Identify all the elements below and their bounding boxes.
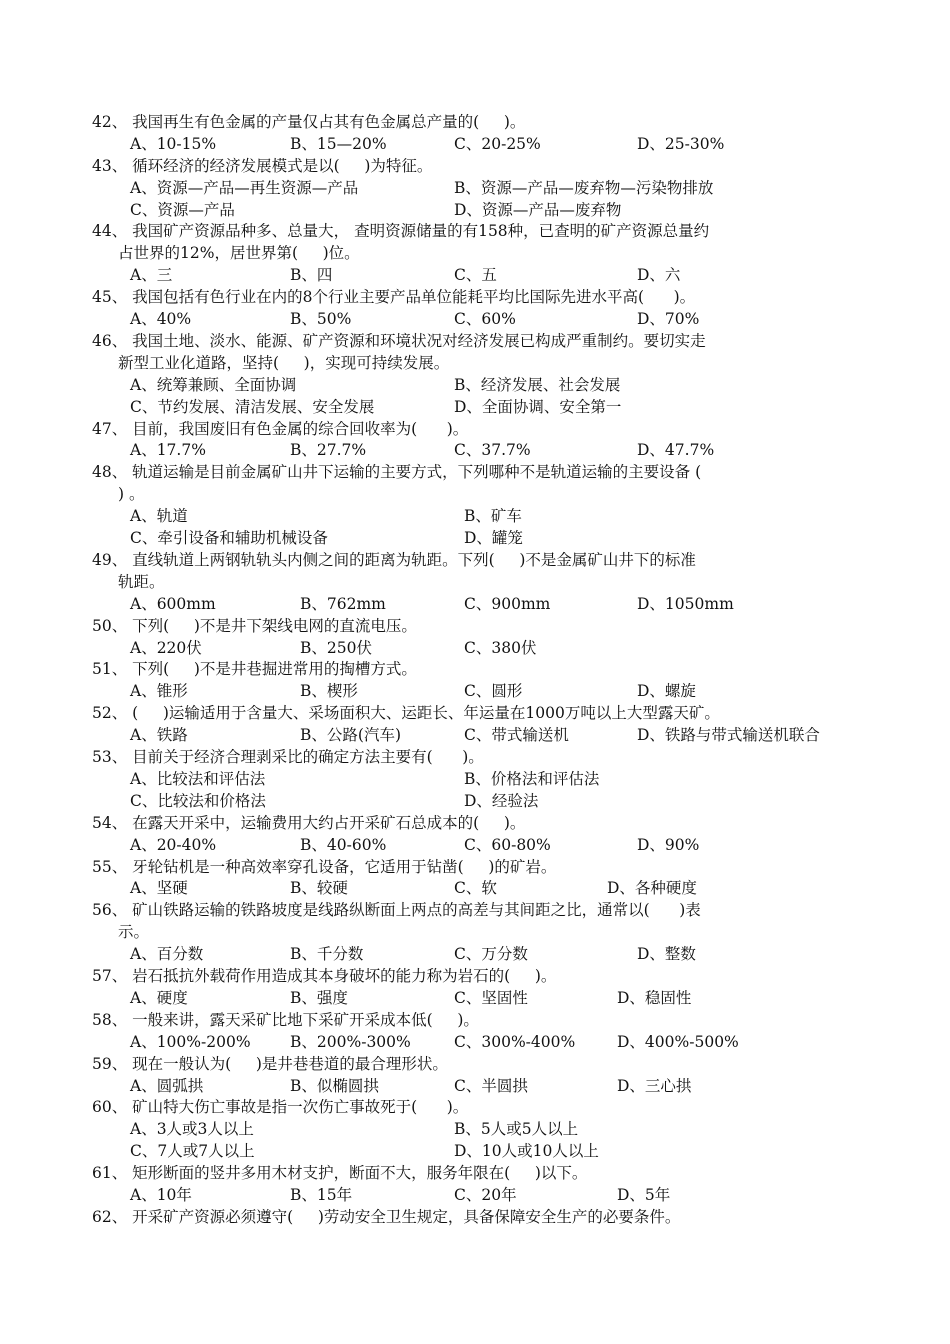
question [92,221,882,287]
answer-option: D、400%-500% [617,1032,739,1051]
question [92,331,882,419]
option-row [92,309,882,331]
answer-option: A、圆弧拱 [130,1076,204,1095]
question [92,112,882,156]
option-row [92,506,882,528]
answer-option: A、铁路 [130,726,188,745]
answer-option: D、5年 [617,1186,671,1205]
answer-option: B、200%-300% [290,1032,411,1051]
answer-option: A、三 [130,266,173,285]
answer-option: C、五 [454,266,497,285]
option-row [92,944,882,966]
question-stem: 60、 矿山特大伤亡事故是指一次伤亡事故死于( )。 [92,1098,469,1117]
answer-option: B、矿车 [464,507,522,526]
question [92,813,882,857]
option-row [92,594,882,616]
question-stem: 43、 循环经济的经济发展模式是以( )为特征。 [92,156,433,175]
question-stem: 47、 目前，我国废旧有色金属的综合回收率为( )。 [92,419,469,438]
answer-option: D、螺旋 [637,682,696,701]
question [92,287,882,331]
option-row [92,397,882,419]
question-stem: 59、 现在一般认为( )是井巷巷道的最合理形状。 [92,1054,448,1073]
answer-option: D、三心拱 [617,1076,692,1095]
answer-option: D、47.7% [637,441,715,460]
answer-option: D、六 [637,266,681,285]
option-row [92,200,882,222]
question-stem-continued: 示。 [118,923,150,942]
question-stem: 55、 牙轮钻机是一种高效率穿孔设备，它适用于钻凿( )的矿岩。 [92,857,557,876]
question-stem: 53、 目前关于经济合理剥采比的确定方法主要有( )。 [92,748,484,767]
answer-option: B、762mm [300,594,386,613]
question-stem: 50、 下列( )不是井下架线电网的直流电压。 [92,616,417,635]
answer-option: C、7人或7人以上 [130,1142,255,1161]
question-stem: 58、 一般来讲，露天采矿比地下采矿开采成本低( )。 [92,1010,479,1029]
answer-option: C、比较法和价格法 [130,791,266,810]
option-row [92,440,882,462]
answer-option: A、100%-200% [130,1032,251,1051]
question-stem: 45、 我国包括有色行业在内的8个行业主要产品单位能耗平均比国际先进水平高( )。 [92,288,696,307]
option-row [92,134,882,156]
question [92,966,882,1010]
option-row [92,1032,882,1054]
question-stem: 62、 开采矿产资源必须遵守( )劳动安全卫生规定，具备保障安全生产的必要条件。 [92,1207,681,1226]
answer-option: B、较硬 [290,879,348,898]
question-stem: 42、 我国再生有色金属的产量仅占其有色金属总产量的( )。 [92,113,526,131]
option-row [92,1119,882,1141]
option-row [92,835,882,857]
answer-option: C、万分数 [454,945,528,964]
option-row [92,878,882,900]
answer-option: B、15年 [290,1186,353,1205]
answer-option: C、坚固性 [454,988,528,1007]
answer-option: C、带式输送机 [464,726,569,745]
option-row [92,1141,882,1163]
answer-option: C、380伏 [464,638,537,657]
answer-option: B、40-60% [300,835,387,854]
answer-option: D、资源—产品—废弃物 [454,200,622,219]
question [92,550,882,616]
answer-option: C、20年 [454,1186,517,1205]
answer-option: C、软 [454,879,497,898]
question-stem: 61、 矩形断面的竖井多用木材支护，断面不大，服务年限在( )以下。 [92,1164,588,1183]
answer-option: A、10年 [130,1186,192,1205]
answer-option: A、坚硬 [130,879,188,898]
answer-option: C、60% [454,310,516,329]
answer-option: A、3人或3人以上 [130,1120,254,1139]
option-row [92,178,882,200]
question-stem: 57、 岩石抵抗外载荷作用造成其本身破坏的能力称为岩石的( )。 [92,967,557,986]
answer-option: A、220伏 [130,638,202,657]
answer-option: B、价格法和评估法 [464,769,600,788]
answer-option: C、60-80% [464,835,551,854]
answer-option: B、四 [290,266,333,285]
answer-option: A、硬度 [130,988,188,1007]
question-stem: 49、 直线轨道上两钢轨轨头内侧之间的距离为轨距。下列( )不是金属矿山井下的标准 [92,550,696,569]
answer-option: D、稳固性 [617,988,692,1007]
answer-option: C、37.7% [454,441,531,460]
option-row [92,988,882,1010]
answer-option: B、楔形 [300,682,358,701]
question [92,156,882,222]
question [92,616,882,660]
answer-option: D、铁路与带式输送机联合 [637,726,820,745]
question [92,659,882,703]
answer-option: B、千分数 [290,945,364,964]
answer-option: D、全面协调、安全第一 [454,397,622,416]
question-stem: 48、 轨道运输是目前金属矿山井下运输的主要方式，下列哪种不是轨道运输的主要设备 ( [92,463,702,482]
option-row [92,265,882,287]
answer-option: B、经济发展、社会发展 [454,375,621,394]
option-row [92,725,882,747]
answer-option: D、90% [637,835,700,854]
question-stem-continued: 占世界的12%，居世界第( )位。 [118,244,360,263]
question-stem-continued: 新型工业化道路，坚持( )，实现可持续发展。 [118,353,450,372]
question-stem-continued: ) 。 [118,485,145,504]
question [92,419,882,463]
answer-option: C、900mm [464,594,551,613]
answer-option: D、经验法 [464,791,539,810]
question [92,900,882,966]
answer-option: D、1050mm [637,594,734,613]
answer-option: B、27.7% [290,441,367,460]
answer-option: D、整数 [637,945,696,964]
answer-option: B、250伏 [300,638,372,657]
answer-option: B、似椭圆拱 [290,1076,379,1095]
answer-option: A、600mm [130,594,216,613]
option-row [92,1076,882,1098]
answer-option: A、统筹兼顾、全面协调 [130,375,297,394]
answer-option: B、15—20% [290,134,387,153]
question [92,462,882,550]
answer-option: D、70% [637,310,700,329]
question [92,747,882,813]
answer-option: B、资源—产品—废弃物—污染物排放 [454,178,714,197]
answer-option: A、10-15% [130,134,217,153]
answer-option: C、圆形 [464,682,523,701]
question [92,1097,882,1163]
answer-option: C、资源—产品 [130,200,235,219]
answer-option: A、20-40% [130,835,217,854]
answer-option: B、公路(汽车) [300,726,401,745]
question-stem-continued: 轨距。 [118,572,165,591]
option-row [92,769,882,791]
answer-option: A、40% [130,310,192,329]
answer-option: B、50% [290,310,352,329]
question [92,1207,882,1229]
answer-option: A、比较法和评估法 [130,769,266,788]
question [92,703,882,747]
answer-option: A、百分数 [130,945,204,964]
question [92,1163,882,1207]
question [92,857,882,901]
option-row [92,528,882,550]
option-row [92,1185,882,1207]
answer-option: A、锥形 [130,682,188,701]
answer-option: B、5人或5人以上 [454,1120,579,1139]
answer-option: D、各种硬度 [607,879,697,898]
answer-option: D、10人或10人以上 [454,1142,599,1161]
answer-option: D、罐笼 [464,529,523,548]
question-stem: 52、 ( )运输适用于含量大、采场面积大、运距长、年运量在1000万吨以上大型露天矿。 [92,704,720,723]
option-row [92,681,882,703]
answer-option: A、17.7% [130,441,206,460]
question-list [92,112,882,1229]
option-row [92,375,882,397]
answer-option: B、强度 [290,988,348,1007]
question-stem: 51、 下列( )不是井巷掘进常用的掏槽方式。 [92,660,417,679]
question-stem: 56、 矿山铁路运输的铁路坡度是线路纵断面上两点的高差与其间距之比，通常以( )表 [92,901,701,920]
question [92,1010,882,1054]
answer-option: A、轨道 [130,507,188,526]
answer-option: A、资源—产品—再生资源—产品 [130,178,359,197]
answer-option: C、20-25% [454,134,541,153]
question [92,1054,882,1098]
question-stem: 54、 在露天开采中，运输费用大约占开采矿石总成本的( )。 [92,813,526,832]
option-row [92,791,882,813]
answer-option: C、半圆拱 [454,1076,528,1095]
answer-option: C、300%-400% [454,1032,576,1051]
option-row [92,638,882,660]
answer-option: C、牵引设备和辅助机械设备 [130,529,328,548]
question-stem: 44、 我国矿产资源品种多、总量大， 查明资源储量的有158种，已查明的矿产资源总量约 [92,222,710,241]
answer-option: C、节约发展、清洁发展、安全发展 [130,397,375,416]
question-stem: 46、 我国土地、淡水、能源、矿产资源和环境状况对经济发展已构成严重制约。要切实走 [92,331,706,350]
answer-option: D、25-30% [637,134,725,153]
